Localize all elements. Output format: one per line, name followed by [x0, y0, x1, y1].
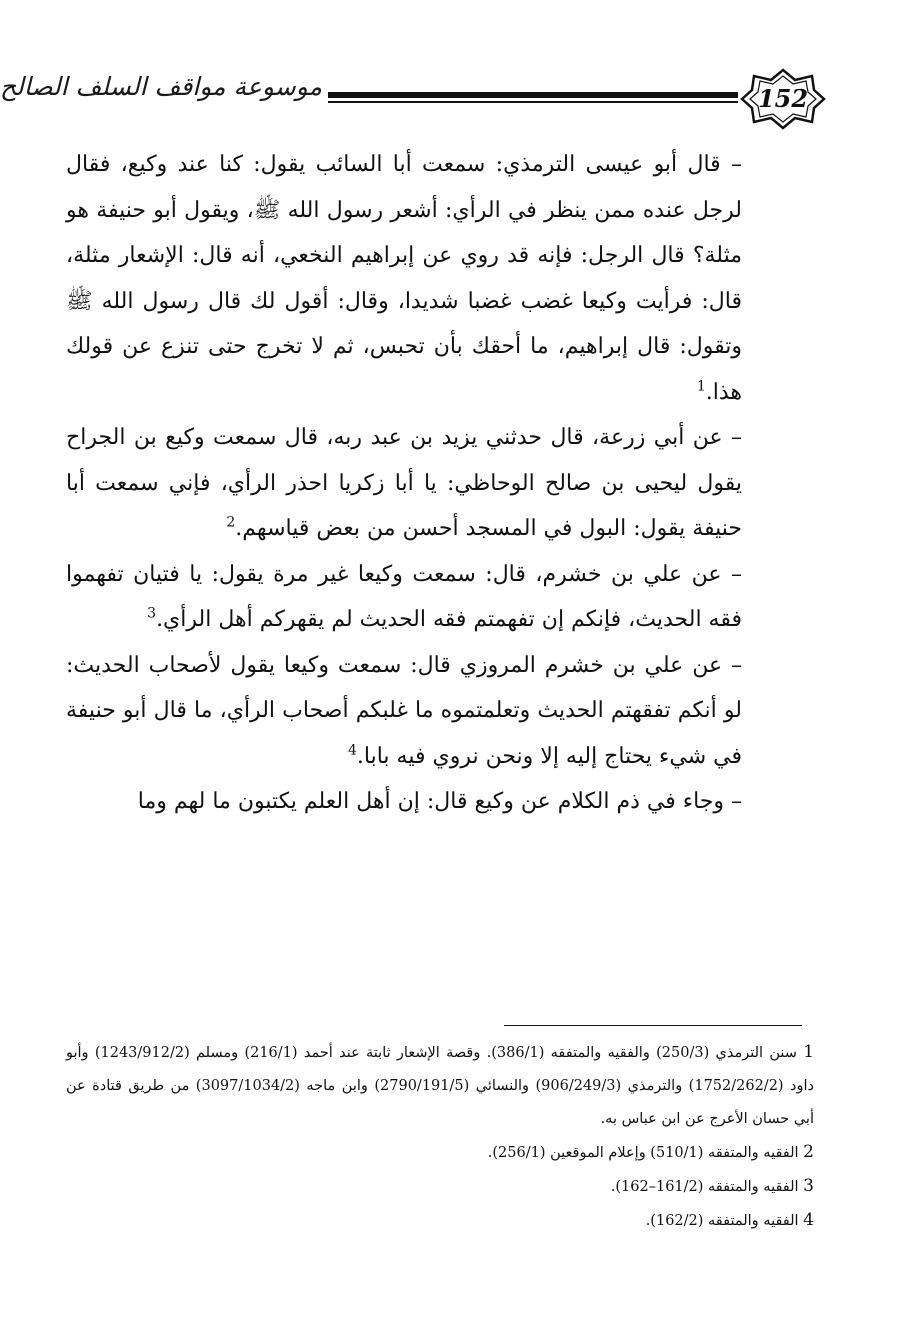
page-number-badge — [740, 68, 826, 130]
paragraph-2 — [66, 415, 742, 552]
paragraph-text: – عن علي بن خشرم، قال: سمعت وكيعا غير مرة يقول: يا فتيان تفهموا فقه الحديث، فإنكم إن تفهمتم فقه الحديث لم يقهركم أهل الرأي. — [66, 561, 742, 632]
paragraph-5 — [66, 779, 742, 825]
paragraph-text: – عن أبي زرعة، قال حدثني يزيد بن عبد ربه، قال سمعت وكيع بن الجراح يقول ليحيى بن صالح الوحاظي: يا أبا زكريا احذر الرأي، فإني سمعت أبا حنيفة يقول: البول في المسجد أحسن من بعض قياسهم. — [66, 425, 742, 541]
main-text — [66, 142, 742, 825]
header-double-rule — [328, 92, 738, 104]
footnote-ref: 4 — [347, 742, 357, 759]
header-rule-thin — [328, 101, 738, 103]
footnote-2 — [66, 1136, 814, 1170]
paragraph-3 — [66, 552, 742, 643]
footnote-ref: 2 — [226, 514, 236, 531]
footnote-number: 2 — [803, 1142, 814, 1162]
footnote-text: سنن الترمذي (250/3) والفقيه والمتفقه (386/1). وقصة الإشعار ثابتة عند أحمد (216/1) ومسلم (1243/912/2) وأبو داود (1752/262/2) والترمذي (906/249/3) والنسائي (2790/191/5) وابن ماجه (3097/1034/2) من طريق قتادة عن أبي حسان الأعرج عن ابن عباس به. — [66, 1045, 814, 1127]
page-number: 152 — [757, 84, 809, 113]
footnote-text: الفقيه والمتفقه (510/1) وإعلام الموقعين (256/1). — [487, 1145, 799, 1161]
footnote-number: 4 — [803, 1210, 814, 1230]
footnote-text: الفقيه والمتفقه (162/2). — [645, 1213, 799, 1229]
paragraph-text: – عن علي بن خشرم المروزي قال: سمعت وكيعا يقول لأصحاب الحديث: لو أنكم تفقهتم الحديث وتعلمتموه ما غلبكم أصحاب الرأي، ما قال أبو حنيفة في شيء يحتاج إليه إلا ونحن نروي فيه بابا. — [66, 652, 742, 769]
footnote-text: الفقيه والمتفقه (161/2–162). — [610, 1179, 799, 1195]
footnote-number: 3 — [803, 1176, 814, 1196]
footnote-3 — [66, 1170, 814, 1204]
footnote-separator — [504, 1025, 802, 1026]
paragraph-4 — [66, 643, 742, 780]
footnote-4 — [66, 1204, 814, 1238]
paragraph-1 — [66, 142, 742, 415]
paragraph-text: – وجاء في ذم الكلام عن وكيع قال: إن أهل العلم يكتبون ما لهم وما — [137, 789, 742, 814]
footnote-number: 1 — [803, 1042, 815, 1062]
paragraph-text: – قال أبو عيسى الترمذي: سمعت أبا السائب يقول: كنا عند وكيع، فقال لرجل عنده ممن ينظر في الرأي: أشعر رسول الله ﷺ، ويقول أبو حنيفة هو مثلة؟ قال الرجل: فإنه قد روي عن إبراهيم النخعي، أنه قال: الإشعار مثلة، قال: فرأيت وكيعا غضب غضبا شديدا، وقال: أقول لك قال رسول الله ﷺ وتقول: قال إبراهيم، ما أحقك بأن تحبس، ثم لا تخرج حتى تنزع عن قولك هذا. — [66, 152, 742, 405]
header-rule-thick — [328, 92, 738, 98]
footnotes — [66, 1036, 814, 1238]
footnote-ref: 3 — [147, 605, 157, 622]
series-title: موسوعة مواقف السلف الصالح — [0, 72, 322, 101]
footnote-1 — [66, 1036, 814, 1136]
footnote-ref: 1 — [696, 378, 706, 395]
page-header — [0, 68, 826, 130]
